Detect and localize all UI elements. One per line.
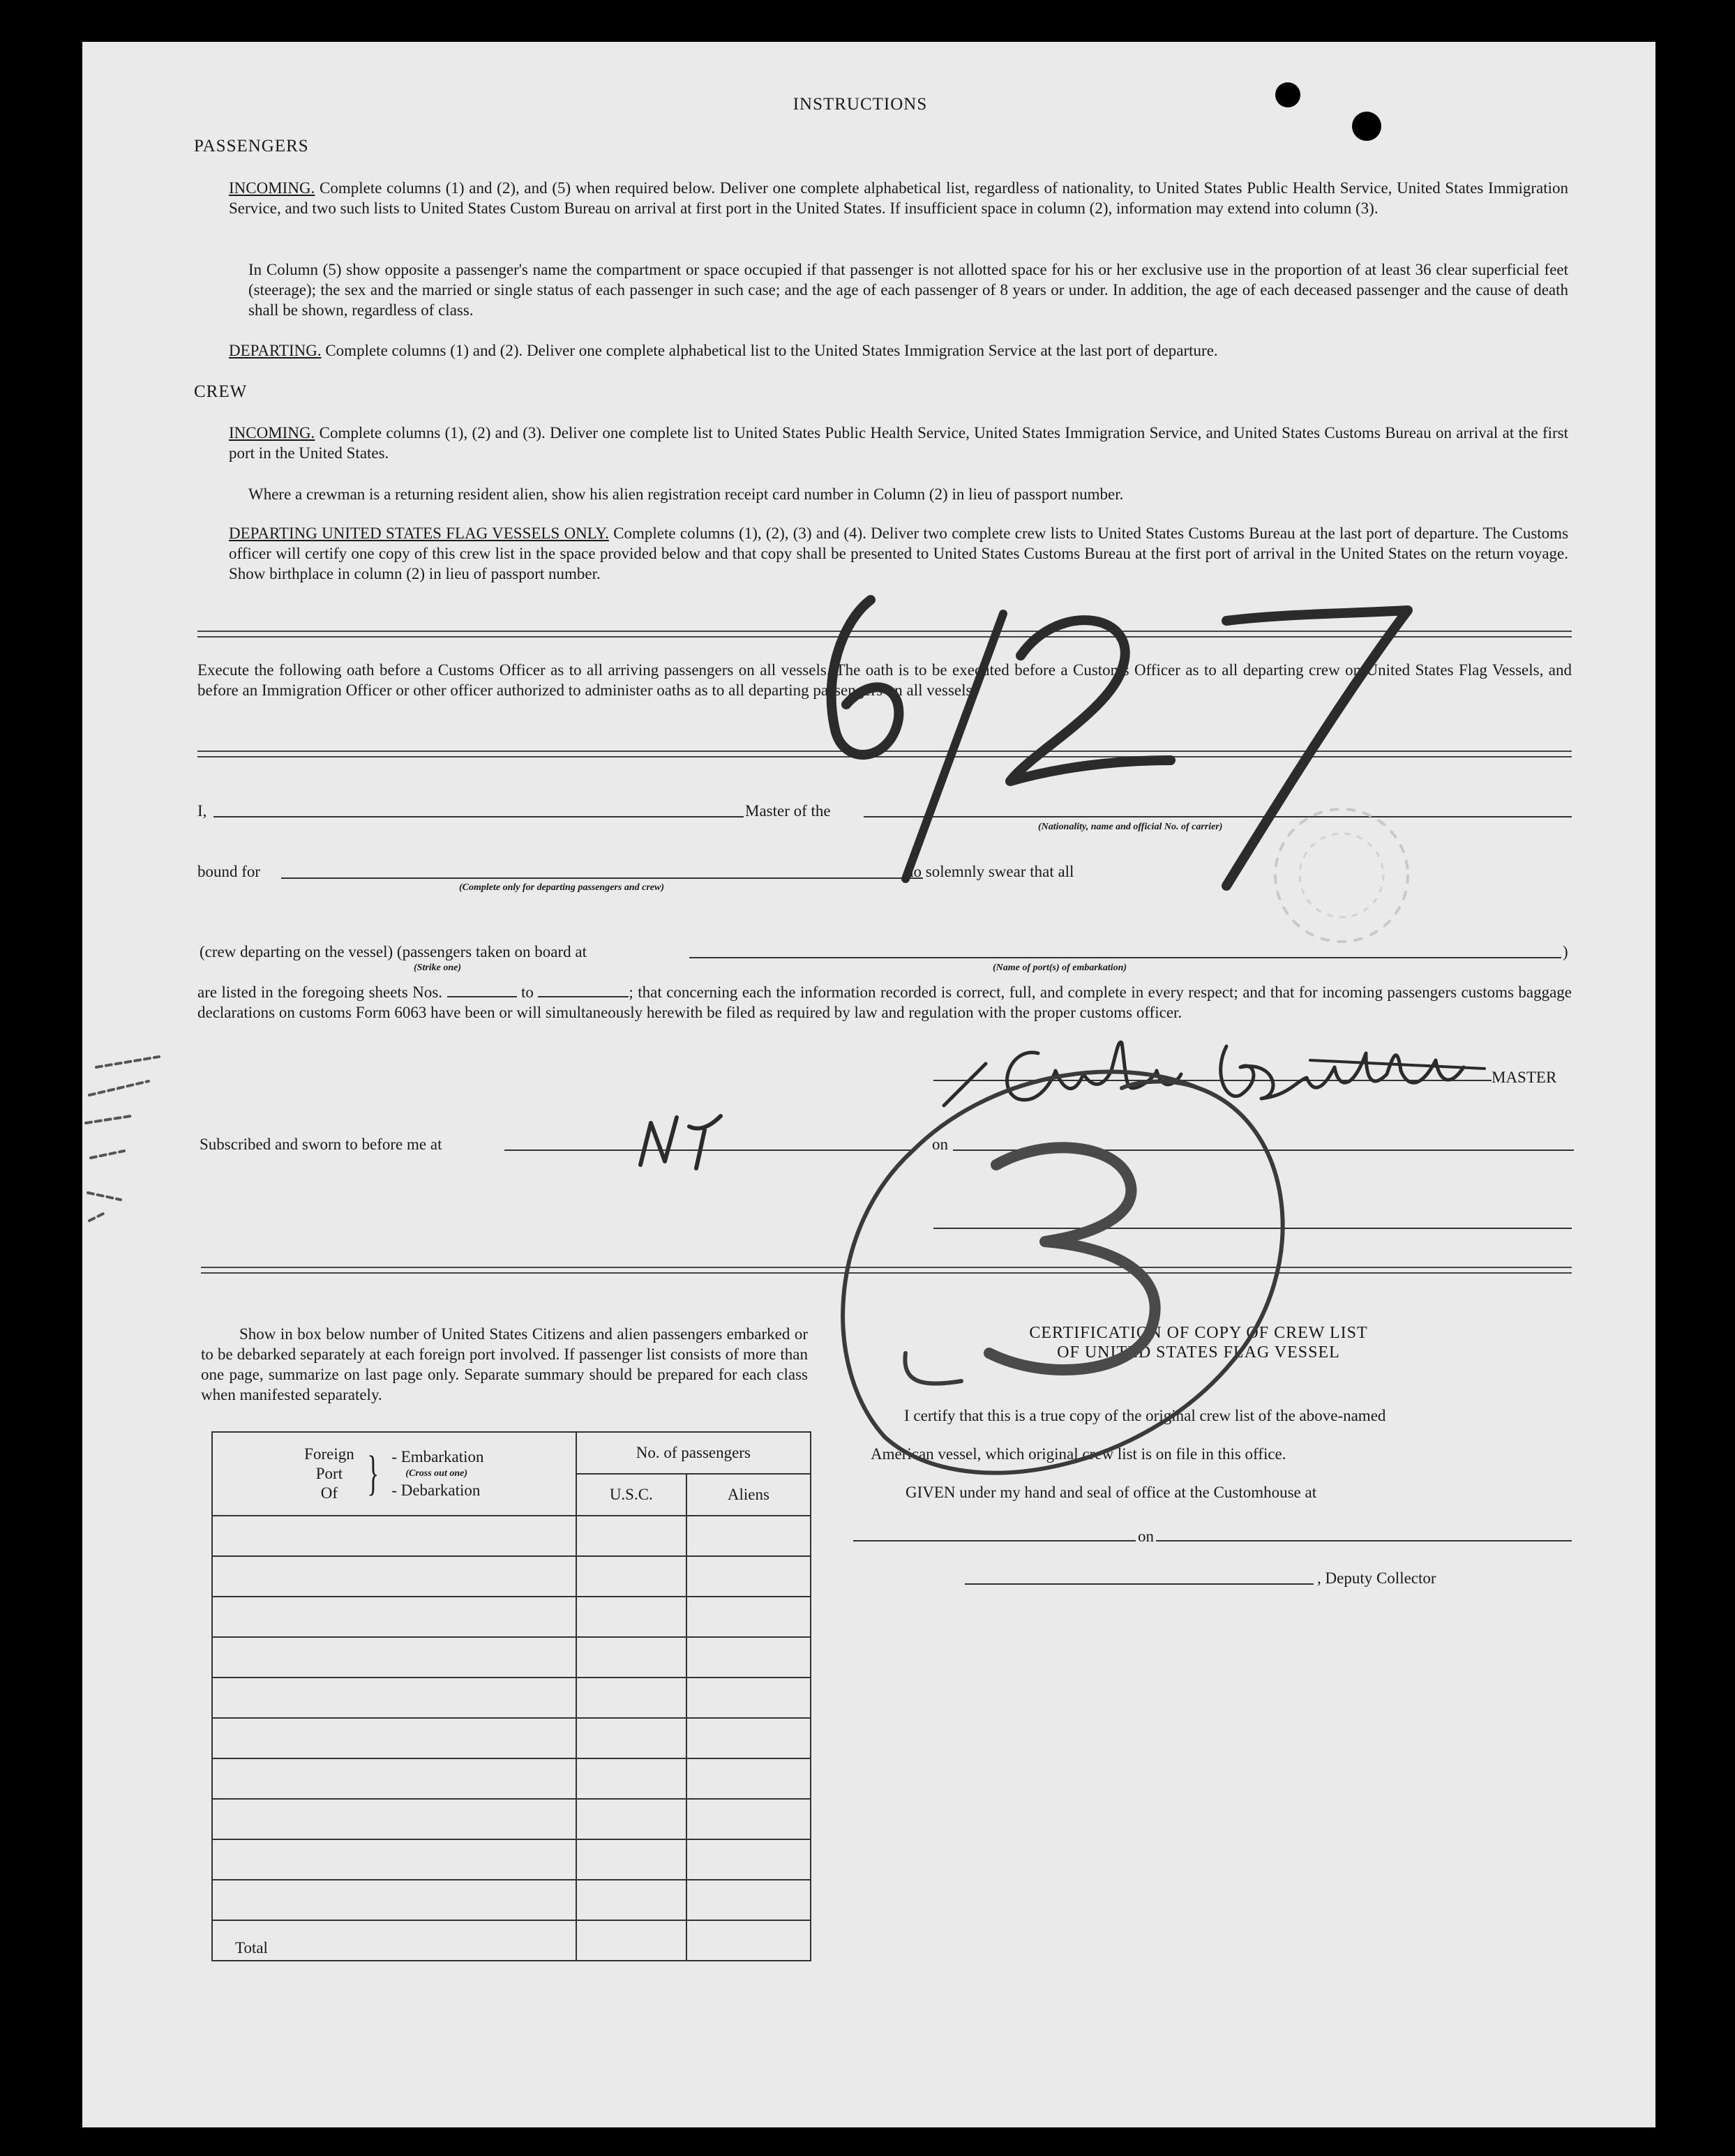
- port-row: [212, 1597, 811, 1637]
- summary-instructions: Show in box below number of United States Citizens and alien passengers embarked or to be debarked separately at each foreign port involved. If passenger list consists of more than one page, summarize on last page only. Separate summary should be prepared for each class when manifested separately.: [201, 1325, 808, 1403]
- crew-departing-label: DEPARTING UNITED STATES FLAG VESSELS ONLY.: [229, 525, 609, 542]
- i-label: I,: [197, 802, 207, 820]
- usc-header: U.S.C.: [576, 1474, 686, 1516]
- sheets-text-b: ; that concerning each the information recorded is correct, full, and complete in every respect; and that for incoming passengers customs baggage declarations on customs Form 6063 have been or will simultaneously herewith be filed as required by law and regulation with the proper customs officer.: [197, 983, 1572, 1021]
- close-paren: ): [1563, 943, 1568, 960]
- passengers-incoming-paragraph: [229, 178, 1568, 218]
- master-name-line: [213, 816, 744, 817]
- port-row: [212, 1516, 811, 1556]
- usc-cell[interactable]: [576, 1880, 686, 1920]
- of-label: Of: [320, 1484, 338, 1502]
- port-cell[interactable]: [212, 1597, 576, 1637]
- usc-cell[interactable]: [576, 1758, 686, 1799]
- sheets-text-a: are listed in the foregoing sheets Nos.: [197, 983, 443, 1001]
- total-usc-cell[interactable]: [576, 1920, 686, 1961]
- crew-departing-text: Complete columns (1), (2), (3) and (4). Deliver two complete crew lists to United States Customs Bureau at the last port of departure. The Customs officer will certify one copy of this crew list in the space provided below and that copy shall be presented to United States Customs Bureau at the first port of arrival in the United States on the return voyage. Show birthplace in column (2) in lieu of passport number.: [229, 525, 1569, 582]
- aliens-header: Aliens: [686, 1474, 811, 1516]
- total-row: [212, 1920, 811, 1961]
- certification-on-label: on: [1136, 1526, 1156, 1546]
- port-cell[interactable]: [212, 1516, 576, 1556]
- certify-text-a: I certify that this is a true copy of the original crew list of the above-named: [904, 1407, 1386, 1424]
- port-cell[interactable]: [212, 1799, 576, 1839]
- aliens-cell[interactable]: [686, 1597, 811, 1637]
- port-label: Port: [315, 1465, 343, 1482]
- certify-text-b: American vessel, which original crew list is on file in this office.: [871, 1445, 1286, 1463]
- document-page: [82, 42, 1655, 2127]
- aliens-cell[interactable]: [686, 1556, 811, 1597]
- sheet-to-field: [538, 983, 629, 997]
- embarkation-port-line: [689, 957, 1561, 958]
- circled-page-number: [780, 1046, 1296, 1493]
- aliens-cell[interactable]: [686, 1839, 811, 1880]
- port-cell[interactable]: [212, 1758, 576, 1799]
- resident-alien-paragraph: Where a crewman is a returning resident alien, show his alien registration receipt card number in Column (2) in lieu of passport number.: [248, 485, 1124, 503]
- usc-cell[interactable]: [576, 1718, 686, 1758]
- aliens-cell[interactable]: [686, 1637, 811, 1678]
- port-row: [212, 1839, 811, 1880]
- sheets-paragraph: [197, 982, 1572, 1023]
- crew-departing-text: (crew departing on the vessel) (passengers taken on board at: [200, 943, 587, 960]
- port-row: [212, 1799, 811, 1839]
- aliens-cell[interactable]: [686, 1516, 811, 1556]
- foreign-label: Foreign: [304, 1445, 354, 1463]
- master-of-the-label: Master of the: [745, 802, 831, 820]
- aliens-cell[interactable]: [686, 1880, 811, 1920]
- port-cell[interactable]: [212, 1839, 576, 1880]
- usc-cell[interactable]: [576, 1839, 686, 1880]
- foreign-port-header: Foreign Port Of } - Embarkation (Cross out one) - Debarkation: [212, 1432, 576, 1516]
- bound-for-caption: (Complete only for departing passengers and crew): [459, 882, 664, 893]
- usc-cell[interactable]: [576, 1516, 686, 1556]
- column5-paragraph: In Column (5) show opposite a passenger's name the compartment or space occupied if that passenger is not allotted space for his or her exclusive use in the proportion of at least 36 clear superficial feet (steerage); the sex and the married or single status of each passenger in such case; and the age of each passenger of 8 years or under. In addition, the age of each deceased passenger and the cause of death shall be shown, regardless of class.: [248, 261, 1568, 319]
- passengers-departing-label: DEPARTING.: [229, 342, 322, 359]
- port-cell[interactable]: [212, 1880, 576, 1920]
- port-row: [212, 1758, 811, 1799]
- port-caption: (Name of port(s) of embarkation): [993, 963, 1127, 973]
- port-cell[interactable]: [212, 1556, 576, 1597]
- strike-one-caption: (Strike one): [414, 963, 462, 973]
- embarkation-label: - Embarkation: [391, 1448, 484, 1465]
- punch-hole: [1352, 112, 1381, 141]
- sheets-to: to: [521, 983, 534, 1001]
- subscribed-on-label: on: [932, 1136, 948, 1153]
- port-row: [212, 1556, 811, 1597]
- total-aliens-cell[interactable]: [686, 1920, 811, 1961]
- certification-title-2: OF UNITED STATES FLAG VESSEL: [1057, 1343, 1340, 1362]
- sheet-from-field: [447, 983, 517, 997]
- deputy-collector-line: [965, 1583, 1314, 1585]
- port-row: [212, 1880, 811, 1920]
- passengers-heading: PASSENGERS: [194, 137, 309, 156]
- aliens-cell[interactable]: [686, 1758, 811, 1799]
- swear-text: do solemnly swear that all: [906, 863, 1074, 880]
- usc-cell[interactable]: [576, 1556, 686, 1597]
- port-cell[interactable]: [212, 1718, 576, 1758]
- crew-incoming-text: Complete columns (1), (2) and (3). Deliver one complete list to United States Public Health Service, United States Immigration Service, and United States Customs Bureau on arrival at the first port in the United States.: [229, 424, 1568, 462]
- crew-heading: CREW: [194, 382, 248, 401]
- master-label: MASTER: [1492, 1069, 1557, 1086]
- ports-summary-table: [211, 1431, 811, 1961]
- handwritten-place: [626, 1109, 738, 1172]
- passengers-incoming-label: INCOMING.: [229, 179, 315, 197]
- certification-title-1: CERTIFICATION OF COPY OF CREW LIST: [1029, 1324, 1368, 1342]
- no-passengers-header: No. of passengers: [576, 1432, 811, 1474]
- passengers-departing-text: Complete columns (1) and (2). Deliver one complete alphabetical list to the United States Immigration Service at the last port of departure.: [325, 342, 1218, 359]
- usc-cell[interactable]: [576, 1597, 686, 1637]
- subscribed-label: Subscribed and sworn to before me at: [200, 1136, 442, 1153]
- port-cell[interactable]: [212, 1637, 576, 1678]
- carrier-caption: (Nationality, name and official No. of carrier): [1038, 822, 1223, 832]
- port-cell[interactable]: [212, 1678, 576, 1718]
- page-title: INSTRUCTIONS: [793, 95, 928, 114]
- port-row: [212, 1637, 811, 1678]
- port-row: [212, 1678, 811, 1718]
- usc-cell[interactable]: [576, 1678, 686, 1718]
- aliens-cell[interactable]: [686, 1718, 811, 1758]
- deputy-collector-label: , Deputy Collector: [1317, 1569, 1436, 1587]
- crew-incoming-paragraph: [229, 423, 1568, 463]
- passengers-incoming-text: Complete columns (1) and (2), and (5) when required below. Deliver one complete alphabetical list, regardless of nationality, to United States Public Health Service, United States Immigration Service, and two such lists to United States Custom Bureau on arrival at first port in the United States. If insufficient space in column (2), information may extend into column (3).: [229, 179, 1569, 217]
- passengers-departing-paragraph: [229, 340, 1568, 361]
- cross-out-caption: (Cross out one): [405, 1468, 468, 1479]
- total-label: Total: [212, 1920, 576, 1961]
- handwritten-date-mark: [794, 572, 1422, 907]
- crew-incoming-label: INCOMING.: [229, 424, 315, 442]
- stamp-fragment: [82, 1053, 166, 1262]
- oath-intro: Execute the following oath before a Customs Officer as to all arriving passengers on all vessels. The oath is to be executed before a Customs Officer as to all departing crew on United States Flag Vessels, and before an Immigration Officer or other officer authorized to administer oaths as to all departing passengers on all vessels.: [197, 661, 1572, 699]
- debarkation-label: - Debarkation: [391, 1482, 481, 1499]
- customhouse-line: [853, 1540, 1572, 1541]
- aliens-cell[interactable]: [686, 1799, 811, 1839]
- port-row: [212, 1718, 811, 1758]
- usc-cell[interactable]: [576, 1799, 686, 1839]
- aliens-cell[interactable]: [686, 1678, 811, 1718]
- usc-cell[interactable]: [576, 1637, 686, 1678]
- bound-for-label: bound for: [197, 863, 261, 880]
- given-text: GIVEN under my hand and seal of office at the Customhouse at: [906, 1484, 1317, 1501]
